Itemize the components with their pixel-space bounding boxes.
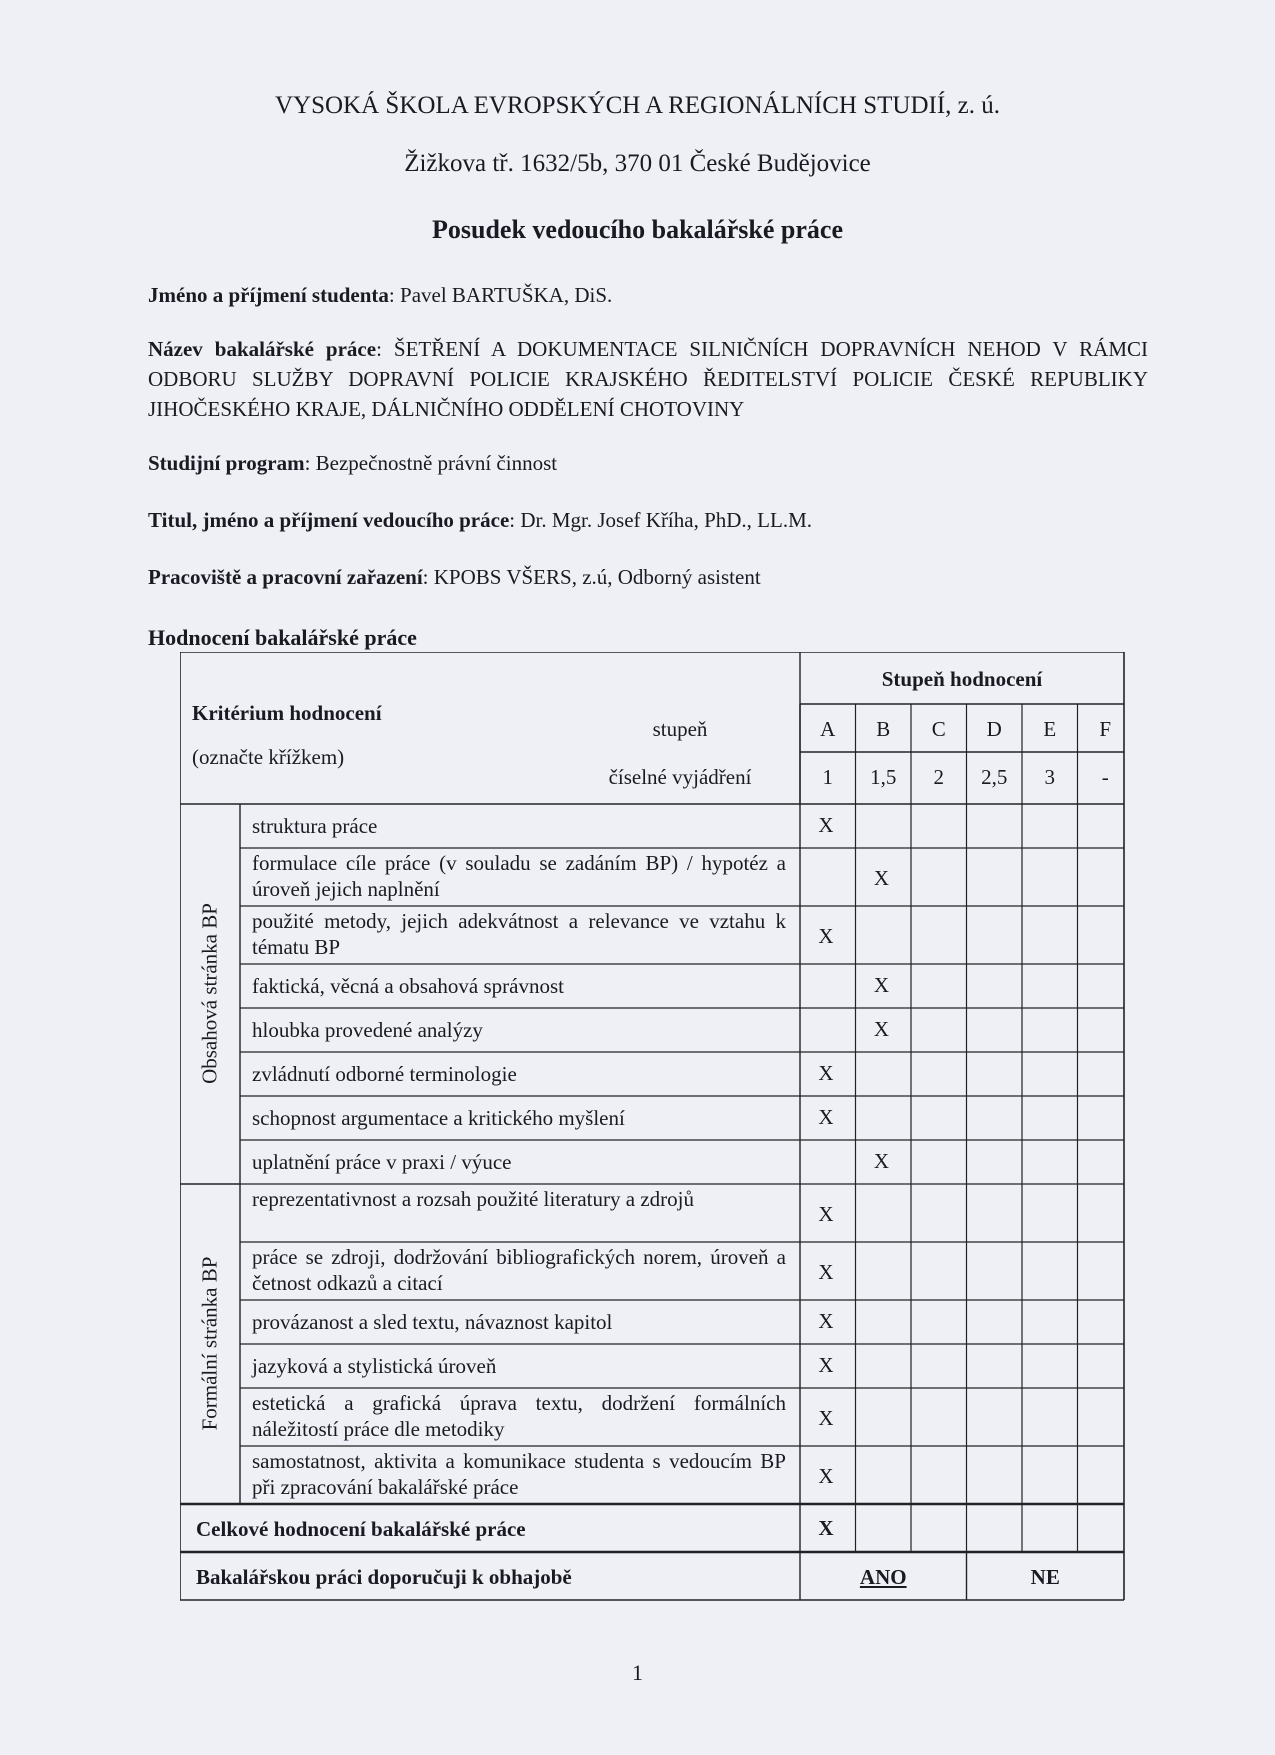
document-title: Posudek vedoucího bakalářské práce (432, 215, 843, 244)
field-supervisor: Titul, jméno a příjmení vedoucího práce: Dr. Mgr. Josef Kříha, PhD., LL.M. (148, 508, 813, 532)
recommend-no: NE (1030, 1565, 1060, 1589)
recommend-yes: ANO (859, 1565, 907, 1589)
field-program: Studijní program: Bezpečnostně právní činnost (148, 451, 558, 475)
field-value: Bezpečnostně právní činnost (315, 451, 558, 475)
grade-numeric: - (1101, 765, 1109, 789)
overall-label: Celkové hodnocení bakalářské práce (196, 1517, 526, 1541)
grade-letter-a: A (820, 717, 836, 741)
grade-row-label: stupeň (652, 717, 708, 741)
criterion-label: práce se zdroji, dodržování bibliografických norem, úroveň a četnost odkazů a citací (252, 1245, 786, 1295)
evaluation-table (180, 652, 1126, 1592)
school-address: Žižkova tř. 1632/5b, 370 01 České Budějovice (404, 150, 871, 177)
grade-mark: X (818, 1309, 834, 1333)
criterion-note: (označte křížkem) (192, 745, 345, 769)
criterion-label: formulace cíle práce (v souladu se zadáním BP) / hypotéz a úroveň jejich naplnění (252, 851, 786, 901)
criterion-label: provázanost a sled textu, návaznost kapitol (252, 1310, 613, 1334)
criterion-label: faktická, věcná a obsahová správnost (252, 974, 564, 998)
grade-mark: X (818, 1406, 834, 1430)
grade-mark: X (818, 1061, 834, 1085)
field-value: Dr. Mgr. Josef Kříha, PhD., LL.M. (520, 508, 813, 532)
field-workplace: Pracoviště a pracovní zařazení: KPOBS VŠERS, z.ú, Odborný asistent (148, 565, 761, 589)
criterion-label: schopnost argumentace a kritického myšlení (252, 1106, 625, 1130)
criterion-header: Kritérium hodnocení (192, 701, 382, 725)
grade-header: Stupeň hodnocení (881, 667, 1043, 691)
overall-mark: X (818, 1516, 834, 1540)
grade-mark: X (818, 924, 834, 948)
group-label: Formální stránka BP (197, 1256, 222, 1431)
field-label: Pracoviště a pracovní zařazení (148, 565, 423, 589)
field-value: Pavel BARTUŠKA, DiS. (400, 283, 613, 307)
numeric-row-label: číselné vyjádření (608, 765, 752, 789)
criterion-label: jazyková a stylistická úroveň (252, 1354, 497, 1378)
grade-mark: X (873, 1149, 890, 1173)
grade-letter-b: B (876, 717, 891, 741)
grade-letter-d: D (986, 717, 1002, 741)
field-student: Jméno a příjmení studenta: Pavel BARTUŠKA, DiS. (148, 283, 613, 307)
field-label: Titul, jméno a příjmení vedoucího práce (148, 508, 510, 532)
criterion-label: hloubka provedené analýzy (252, 1018, 483, 1042)
grade-numeric: 2,5 (981, 765, 1008, 789)
grade-mark: X (818, 1353, 834, 1377)
group-label: Obsahová stránka BP (197, 903, 222, 1084)
field-label: Jméno a příjmení studenta (148, 283, 389, 307)
criterion-label: použité metody, jejich adekvátnost a relevance ve vztahu k tématu BP (252, 909, 786, 959)
grade-mark: X (818, 1105, 834, 1129)
criterion-label: samostatnost, aktivita a komunikace studenta s vedoucím BP při zpracování bakalářské práce (252, 1449, 786, 1499)
page-number: 1 (632, 1660, 643, 1685)
grade-mark: X (818, 1202, 834, 1226)
grade-numeric: 1 (822, 765, 833, 789)
field-label: Studijní program (148, 451, 305, 475)
criterion-label: zvládnutí odborné terminologie (252, 1062, 517, 1086)
criterion-label: estetická a grafická úprava textu, dodržení formálních náležitostí práce dle metodiky (252, 1391, 786, 1441)
grade-numeric: 2 (933, 765, 944, 789)
grade-letter-c: C (931, 717, 946, 741)
grade-mark: X (818, 1464, 834, 1488)
criterion-label: uplatnění práce v praxi / výuce (252, 1150, 512, 1174)
field-value: KPOBS VŠERS, z.ú, Odborný asistent (433, 565, 761, 589)
grade-letter-f: F (1099, 717, 1112, 741)
grade-mark: X (818, 1260, 834, 1284)
grade-mark: X (873, 973, 890, 997)
criterion-label: reprezentativnost a rozsah použité literatury a zdrojů (252, 1187, 694, 1211)
grade-numeric: 3 (1044, 765, 1055, 789)
grade-mark: X (873, 1017, 890, 1041)
section-title: Hodnocení bakalářské práce (148, 625, 417, 650)
recommend-label: Bakalářskou práci doporučuji k obhajobě (196, 1565, 572, 1589)
field-thesis-title: Název bakalářské práce: ŠETŘENÍ A DOKUMENTACE SILNIČNÍCH DOPRAVNÍCH NEHOD V RÁMCI ODBORU SLUŽBY DOPRAVNÍ POLICIE KRAJSKÉHO ŘEDITELSTVÍ POLICIE ČESKÉ REPUBLIKY JIHOČESKÉHO KRAJE, DÁLNIČNÍHO ODDĚLENÍ CHOTOVINY (148, 337, 1149, 421)
grade-mark: X (818, 813, 834, 837)
field-label: Název bakalářské práce (148, 337, 377, 361)
school-name: VYSOKÁ ŠKOLA EVROPSKÝCH A REGIONÁLNÍCH STUDIÍ, z. ú. (274, 92, 1001, 119)
grade-mark: X (873, 866, 890, 890)
grade-numeric: 1,5 (870, 765, 897, 789)
field-value: ŠETŘENÍ A DOKUMENTACE SILNIČNÍCH DOPRAVNÍCH NEHOD V RÁMCI ODBORU SLUŽBY DOPRAVNÍ POLICIE KRAJSKÉHO ŘEDITELSTVÍ POLICIE ČESKÉ REPUBLIKY JIHOČESKÉHO KRAJE, DÁLNIČNÍHO ODDĚLENÍ CHOTOVINY (148, 337, 1149, 421)
grade-letter-e: E (1043, 717, 1057, 741)
criterion-label: struktura práce (252, 814, 378, 838)
